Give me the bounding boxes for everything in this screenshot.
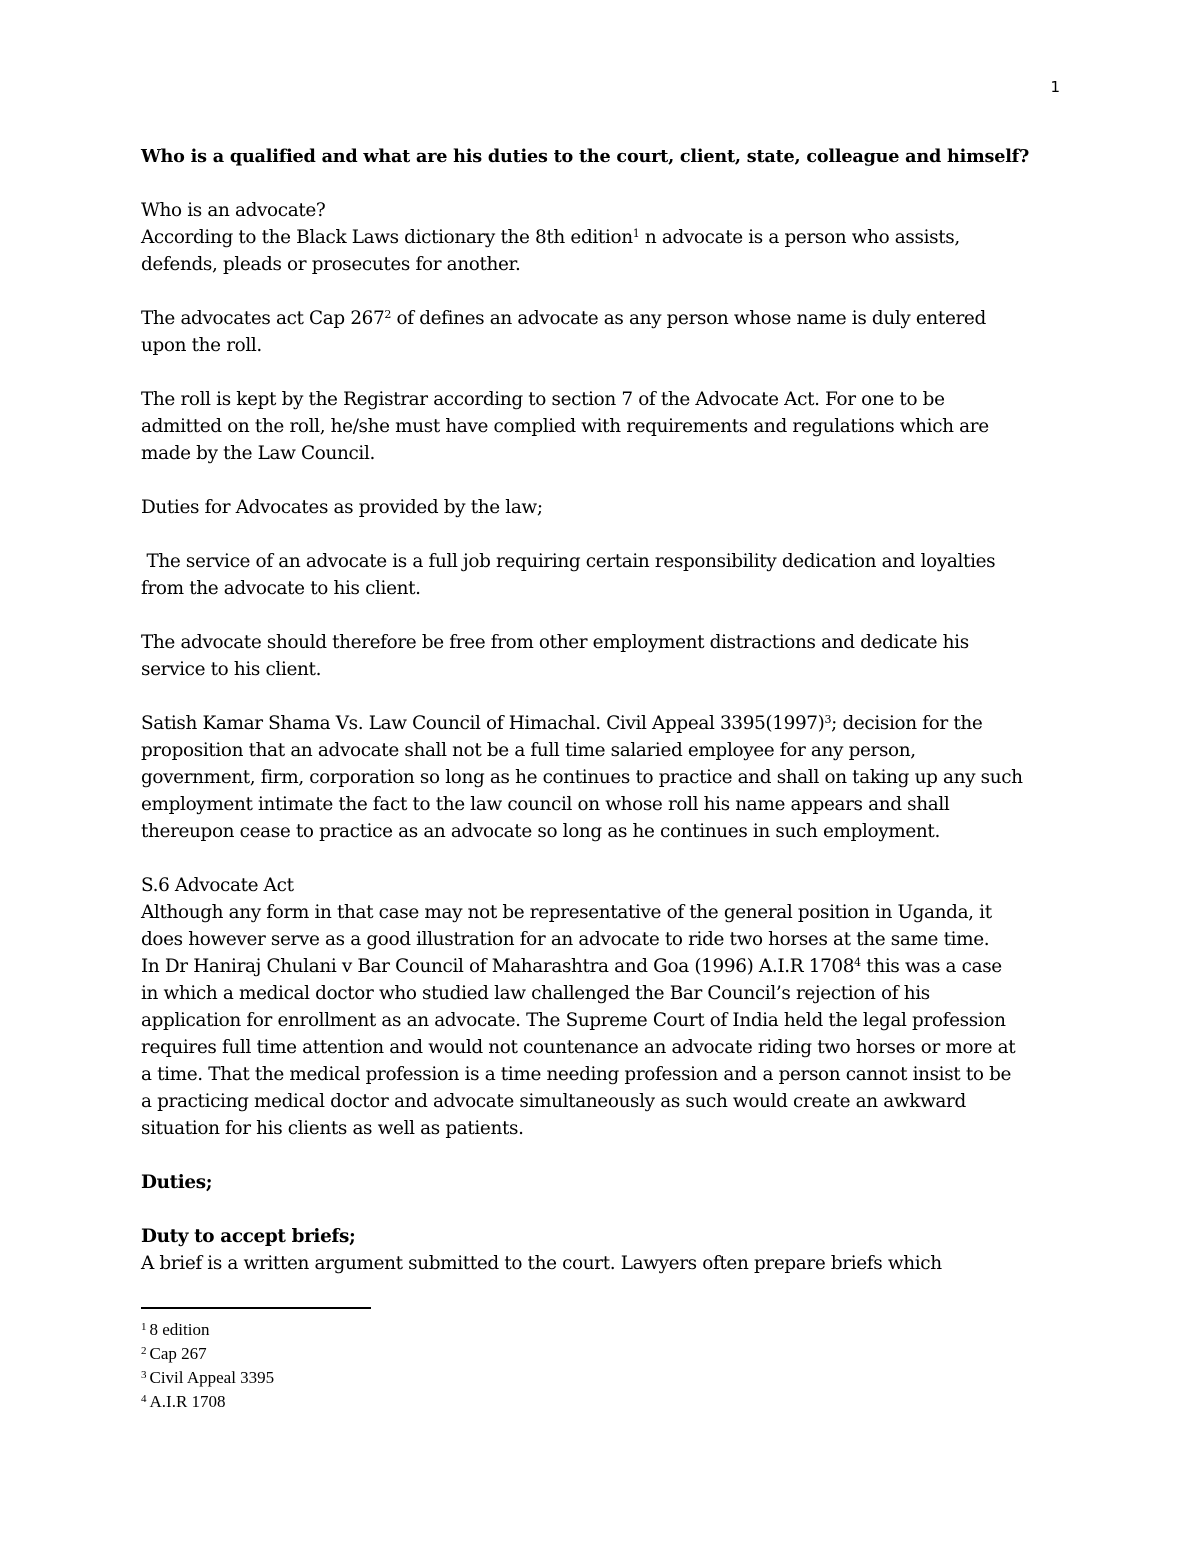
- haniraj-case-line: requires full time attention and would not countenance an advocate riding two horses or more at: [141, 1037, 1016, 1058]
- footnote-item: $^2$ Cap 267: [141, 1344, 207, 1363]
- duties-intro: Duties for Advocates as provided by the law;: [141, 497, 543, 518]
- footnote-ref-4: 4: [854, 956, 861, 969]
- satish-case-line: proposition that an advocate shall not be a full time salaried employee for any person,: [141, 740, 916, 761]
- service-paragraph-line: from the advocate to his client.: [141, 578, 421, 599]
- satish-case-line: thereupon cease to practice as an advocate so long as he continues in such employment.: [141, 821, 940, 842]
- s6-paragraph-line: does however serve as a good illustration for an advocate to ride two horses at the same time.: [141, 929, 990, 950]
- haniraj-case-line: a time. That the medical profession is a time needing profession and a person cannot insist to be: [141, 1064, 1012, 1085]
- footnote-separator: [141, 1307, 371, 1309]
- footnote-item: $^1$ 8 edition: [141, 1320, 210, 1339]
- s6-heading: S.6 Advocate Act: [141, 875, 294, 896]
- s6-paragraph-line: Although any form in that case may not be representative of the general position in Uganda, it: [141, 902, 992, 923]
- question-who-is-advocate: Who is an advocate?: [141, 200, 326, 221]
- document-body: [141, 143, 1071, 1277]
- haniraj-case-line: in which a medical doctor who studied law challenged the Bar Council’s rejection of his: [141, 983, 930, 1004]
- satish-case-line: government, firm, corporation so long as he continues to practice and shall on taking up any such: [141, 767, 1023, 788]
- satish-case-line: employment intimate the fact to the law council on whose roll his name appears and shall: [141, 794, 950, 815]
- roll-paragraph-line: The roll is kept by the Registrar according to section 7 of the Advocate Act. For one to be: [141, 389, 945, 410]
- haniraj-case-line: a practicing medical doctor and advocate simultaneously as such would create an awkward: [141, 1091, 966, 1112]
- footnote-item: $^4$ A.I.R 1708: [141, 1392, 226, 1411]
- footnote-ref-1: 1: [632, 227, 640, 240]
- duties-heading: Duties;: [141, 1172, 213, 1193]
- haniraj-case-line: application for enrollment as an advocate. The Supreme Court of India held the legal profession: [141, 1010, 1006, 1031]
- haniraj-case-line: situation for his clients as well as patients.: [141, 1118, 524, 1139]
- definition-advocates-act-cont: upon the roll.: [141, 335, 262, 356]
- definition-black-laws: According to the Black Laws dictionary the 8th edition$^1$ n advocate is a person who assists,: [141, 227, 960, 248]
- service-paragraph-line: The service of an advocate is a full job requiring certain responsibility dedication and loyalties: [141, 551, 996, 572]
- footnote-ref-3: 3: [824, 713, 832, 726]
- roll-paragraph-line: admitted on the roll, he/she must have complied with requirements and regulations which are: [141, 416, 989, 437]
- document-title: Who is a qualified and what are his duties to the court, client, state, colleague and himself?: [141, 146, 1030, 167]
- page-number: 1: [1050, 78, 1060, 96]
- footnote-ref-2: 2: [384, 308, 392, 321]
- roll-paragraph-line: made by the Law Council.: [141, 443, 375, 464]
- briefs-paragraph-line: A brief is a written argument submitted to the court. Lawyers often prepare briefs which: [141, 1253, 942, 1274]
- briefs-heading: Duty to accept briefs;: [141, 1226, 356, 1247]
- free-paragraph-line: The advocate should therefore be free from other employment distractions and dedicate his: [141, 632, 969, 653]
- footnote-item: $^3$ Civil Appeal 3395: [141, 1368, 275, 1387]
- free-paragraph-line: service to his client.: [141, 659, 322, 680]
- definition-black-laws-cont: defends, pleads or prosecutes for another.: [141, 254, 521, 275]
- footnotes: [141, 1318, 541, 1414]
- satish-case-line: Satish Kamar Shama Vs. Law Council of Himachal. Civil Appeal $3395(1997)^3$; decision for the: [141, 713, 983, 734]
- haniraj-case-line: In Dr Haniraj Chulani v Bar Council of Maharashtra and Goa (1996) A.I.R 1708$^4$ this was a case: [141, 956, 1002, 977]
- definition-advocates-act: The advocates act Cap $267^2$ of defines an advocate as any person whose name is duly entered: [141, 308, 986, 329]
